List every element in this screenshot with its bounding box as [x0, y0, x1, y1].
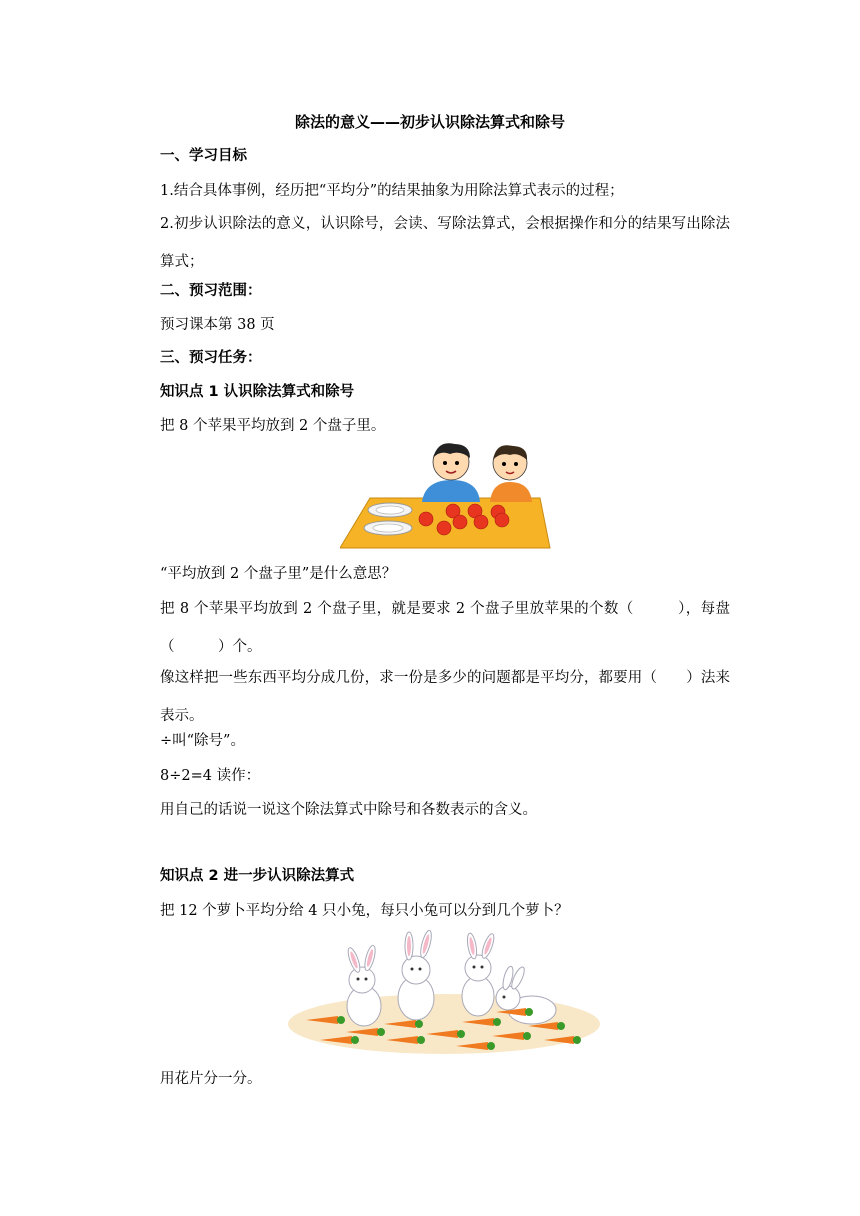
knowledge-point-2-heading: 知识点 2 进一步认识除法算式 [160, 868, 355, 884]
document-title: 除法的意义——初步认识除法算式和除号 [294, 113, 565, 131]
section-heading-tasks: 三、预习任务： [160, 350, 262, 366]
kids-apples-illustration [340, 440, 552, 552]
kp1-question-3: 像这样把一些东西平均分成几份，求一份是多少的问题都是平均分，都要用（ ）法来表示。 [160, 670, 730, 724]
kp1-question-5: 8÷2=4 读作： [160, 768, 261, 784]
section-heading-scope: 二、预习范围： [160, 283, 262, 299]
kid-left [422, 443, 480, 502]
kp1-problem: 把 8 个苹果平均放到 2 个盘子里。 [160, 418, 386, 434]
kp1-question-1: “平均放到 2 个盘子里”是什么意思？ [160, 566, 397, 582]
kp2-question-1: 用花片分一分。 [160, 1071, 262, 1087]
kp1-question-6: 用自己的话说一说这个除法算式中除号和各数表示的含义。 [160, 802, 537, 818]
scope-text: 预习课本第 38 页 [160, 317, 275, 333]
knowledge-point-1-heading: 知识点 1 认识除法算式和除号 [160, 384, 355, 400]
section-heading-goals: 一、学习目标 [160, 148, 247, 164]
kp2-problem: 把 12 个萝卜平均分给 4 只小兔，每只小兔可以分到几个萝卜？ [160, 903, 569, 919]
rabbits-carrots-illustration [286, 928, 602, 1056]
goal-2: 2.初步认识除法的意义，认识除号，会读、写除法算式，会根据操作和分的结果写出除法算式； [160, 216, 730, 270]
kid-right [490, 445, 532, 502]
kp1-question-4: ÷叫“除号”。 [160, 733, 245, 749]
kp1-question-2: 把 8 个苹果平均放到 2 个盘子里，就是要求 2 个盘子里放苹果的个数（ ），每盘（ ）个。 [160, 601, 730, 655]
goal-1: 1.结合具体事例，经历把“平均分”的结果抽象为用除法算式表示的过程； [160, 183, 624, 199]
